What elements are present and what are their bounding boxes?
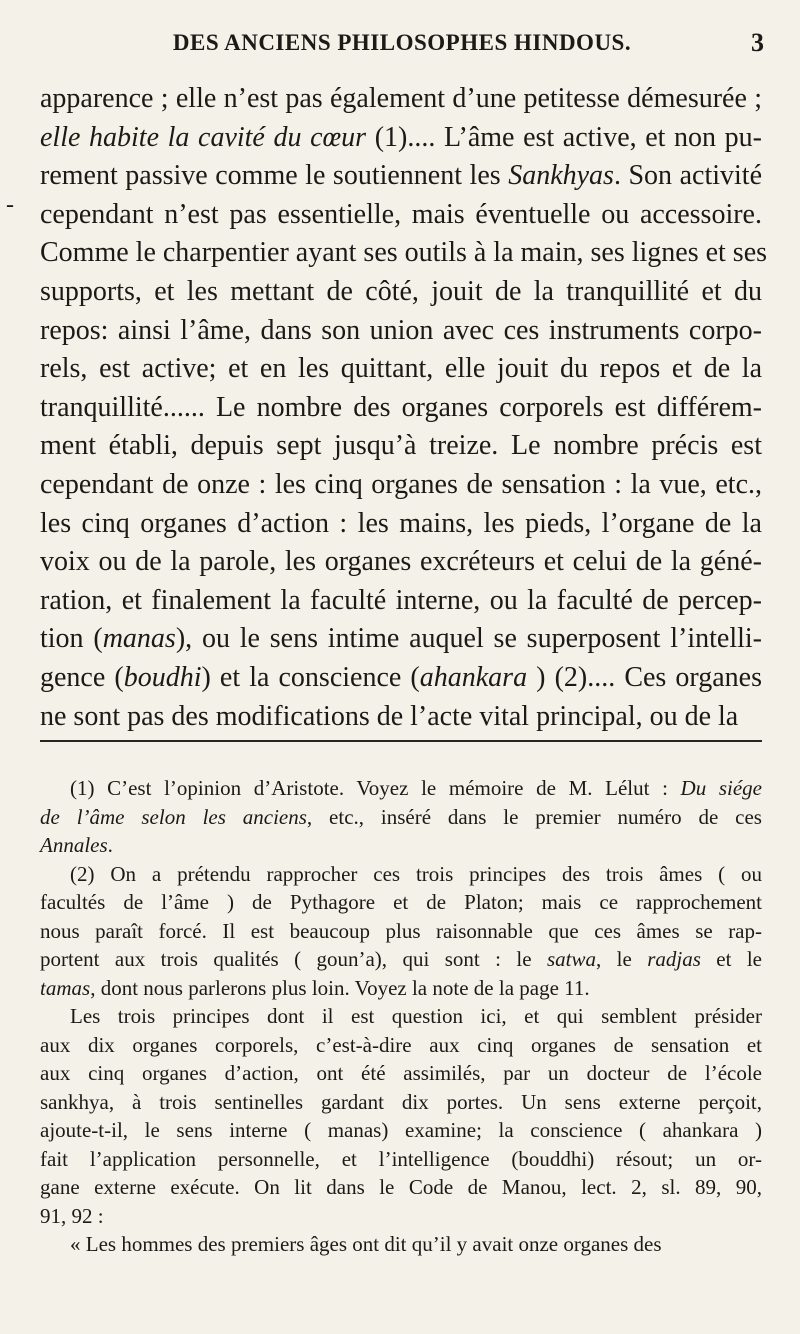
footnote-line: gane externe exécute. On lit dans le Code de Manou, lect. 2, sl. 89, 90, bbox=[40, 1175, 762, 1199]
text-line: Comme le charpentier ayant ses outils à la main, ses lignes et ses bbox=[40, 237, 768, 269]
footnote-line: facultés de l’âme ) de Pythagore et de Platon; mais ce rapprochement bbox=[40, 890, 762, 914]
footnote-line: sankhya, à trois sentinelles gardant dix portes. Un sens externe perçoit, bbox=[40, 1089, 762, 1114]
text-line: cependant n’est pas essentielle, mais éventuelle ou accessoire. bbox=[40, 198, 762, 230]
footnote-line: « Les hommes des premiers âges ont dit qu’il y avait onze organes des bbox=[70, 1232, 662, 1256]
footnote-line: tamas, dont nous parlerons plus loin. Voyez la note de la page 11. bbox=[40, 975, 590, 1000]
text-line: rement passive comme le soutiennent les Sankhyas. Son activité bbox=[40, 160, 762, 192]
margin-mark: - bbox=[6, 192, 14, 218]
text-line: supports, et les mettant de côté, jouit de la tranquillité et du bbox=[40, 276, 762, 307]
footnote-line: Annales. bbox=[40, 833, 113, 857]
footnote-line: (1) C’est l’opinion d’Aristote. Voyez le mémoire de M. Lélut : Du siége bbox=[70, 776, 762, 800]
footnote-rule bbox=[40, 740, 762, 742]
text-line: elle habite la cavité du cœur (1).... L’âme est active, et non pu- bbox=[40, 121, 762, 153]
footnote-line: aux cinq organes d’action, ont été assimilés, par un docteur de l’école bbox=[40, 1061, 762, 1085]
footnote-line: Les trois principes dont il est question ici, et qui semblent présider bbox=[70, 1004, 762, 1028]
footnote-line: aux dix organes corporels, c’est-à-dire aux cinq organes de sensation et bbox=[40, 1032, 762, 1057]
text-line: gence (boudhi) et la conscience (ahankara ) (2).... Ces organes bbox=[40, 662, 762, 693]
footnote-line: ajoute-t-il, le sens interne ( manas) examine; la conscience ( ahankara ) bbox=[40, 1118, 762, 1142]
text-line: tion (manas), ou le sens intime auquel se superposent l’intelli- bbox=[40, 623, 762, 655]
footnote-line: fait l’application personnelle, et l’intelligence (bouddhi) résout; un or- bbox=[40, 1146, 762, 1171]
footnote-line: nous paraît forcé. Il est beaucoup plus raisonnable que ces âmes se rap- bbox=[40, 918, 762, 943]
running-title: DES ANCIENS PHILOSOPHES HINDOUS. bbox=[172, 30, 632, 55]
text-line: rels, est active; et en les quittant, elle jouit du repos et de la bbox=[40, 353, 762, 385]
text-line: ment établi, depuis sept jusqu’à treize. Le nombre précis est bbox=[40, 430, 762, 462]
page-header bbox=[40, 30, 764, 70]
page-number: 3 bbox=[751, 28, 764, 57]
text-line: cependant de onze : les cinq organes de sensation : la vue, etc., bbox=[40, 469, 762, 500]
text-line: voix ou de la parole, les organes excréteurs et celui de la géné- bbox=[40, 546, 762, 578]
footnote-line: 91, 92 : bbox=[40, 1203, 104, 1228]
footnote-line: de l’âme selon les anciens, etc., inséré dans le premier numéro de ces bbox=[40, 804, 762, 829]
text-line: les cinq organes d’action : les mains, les pieds, l’organe de la bbox=[40, 507, 762, 539]
text-line: tranquillité...... Le nombre des organes corporels est différem- bbox=[40, 391, 762, 423]
footnote-line: portent aux trois qualités ( goun’a), qui sont : le satwa, le radjas et le bbox=[40, 947, 763, 971]
text-line: repos: ainsi l’âme, dans son union avec ces instruments corpo- bbox=[40, 314, 762, 346]
text-line: apparence ; elle n’est pas également d’une petitesse démesurée ; bbox=[40, 83, 762, 114]
text-line: ne sont pas des modifications de l’acte vital principal, ou de la bbox=[40, 700, 739, 732]
text-line: ration, et finalement la faculté interne, ou la faculté de percep- bbox=[40, 584, 762, 616]
footnote-line: (2) On a prétendu rapprocher ces trois principes des trois âmes ( ou bbox=[70, 861, 762, 886]
